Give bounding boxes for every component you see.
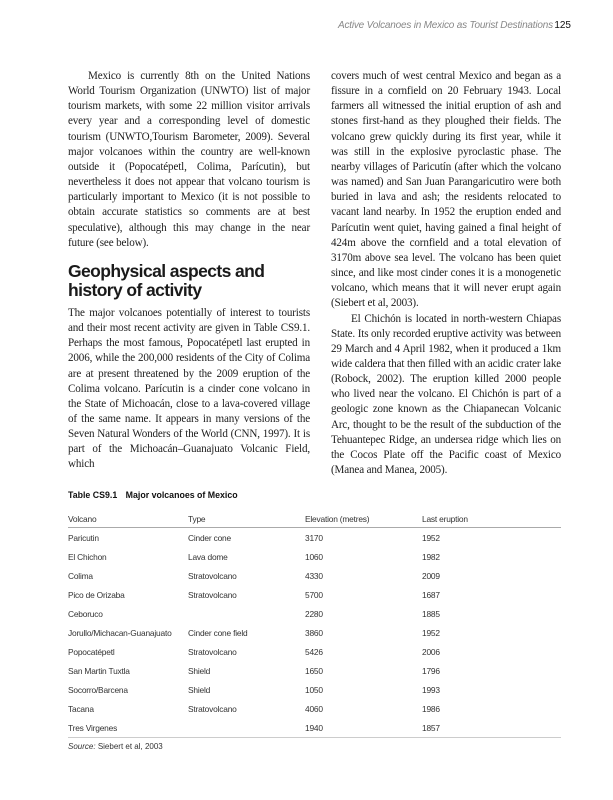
- table-cell: Shield: [188, 665, 211, 676]
- table-row: [68, 661, 561, 680]
- table-cell: 1687: [422, 589, 440, 600]
- table-cell: 2280: [305, 608, 323, 619]
- table-cell: Socorro/Barcena: [68, 684, 128, 695]
- table-cell: 1993: [422, 684, 440, 695]
- table-cell: 2006: [422, 646, 440, 657]
- table-cell: Lava dome: [188, 551, 228, 562]
- table-cell: Stratovolcano: [188, 703, 237, 714]
- table-cell: 1982: [422, 551, 440, 562]
- text-columns: [68, 69, 561, 478]
- table-cell: Popocatépetl: [68, 646, 115, 657]
- table-cell: Jorullo/Michacan-Guanajuato: [68, 627, 172, 638]
- column-header: Last eruption: [422, 510, 561, 528]
- table-row: [68, 585, 561, 604]
- table-cell: Pico de Orizaba: [68, 589, 125, 600]
- table-cell: Tres Virgenes: [68, 718, 188, 738]
- volcano-table: [68, 490, 561, 751]
- table-cell: [188, 604, 305, 623]
- table-cell: Colima: [68, 570, 93, 581]
- table-caption: [68, 490, 561, 510]
- table-cell: 1885: [422, 608, 440, 619]
- table-cell: Cinder cone: [188, 532, 231, 543]
- table-header-row: [68, 510, 561, 528]
- table-cell: Tacana: [68, 703, 94, 714]
- table-row: [68, 718, 561, 738]
- table-cell: Cinder cone field: [188, 627, 248, 638]
- table-cell: [188, 718, 305, 738]
- right-column: [331, 69, 561, 478]
- section-heading: Geophysical aspects and history of activity: [68, 260, 265, 300]
- table-cell: Paricutin: [68, 532, 99, 543]
- table-cell: 1952: [422, 532, 440, 543]
- running-title: Active Volcanoes in Mexico as Tourist Destinations: [338, 20, 553, 31]
- column-header: Elevation (metres): [305, 510, 422, 528]
- table-cell: 1050: [305, 684, 323, 695]
- table-cell: 1986: [422, 703, 440, 714]
- table-cell: 4330: [305, 570, 323, 581]
- table-row: [68, 623, 561, 642]
- table-title: Major volcanoes of Mexico: [125, 490, 238, 501]
- paragraph: The major volcanoes potentially of interest to tourists and their most recent activity are given in Table CS9.1. Perhaps the most famous, Popocatépetl last erupted in 2006, while the 200,000 residents of the City of Colima are at present threatened by the 2009 eruption of the Colima volcano. Parícutin is a cinder cone volcano in the State of Michoacán, close to a lava-covered village of the same name. It appears in many versions of the Seven Natural Wonders of the World (CNN, 1997). It is part of the Michoacán–Guanajuato Volcanic Field, which: [68, 306, 310, 471]
- page-number: 125: [554, 20, 571, 31]
- paragraph: Mexico is currently 8th on the United Nations World Tourism Organization (UNWTO) list of major tourism markets, with some 22 million visitor arrivals every year and a corresponding level of domestic tourism (UNWTO,Tourism Barometer, 2009). Several major volcanoes within the country are well-known outside it (Popocatépetl, Colima, Parícutin), but nevertheless it does not appear that volcano tourism is particularly important to Mexico (it is not possible to obtain accurate statistics so comments are at best speculative), although this may change in the near future (see below).: [68, 70, 310, 249]
- table-cell: Stratovolcano: [188, 570, 237, 581]
- table-row: [68, 547, 561, 566]
- table-label: Table CS9.1: [68, 490, 118, 501]
- running-header: [330, 20, 592, 34]
- table-cell: 3860: [305, 627, 323, 638]
- table-cell: El Chichon: [68, 551, 107, 562]
- source-label: Source:: [68, 742, 96, 752]
- table-source: [68, 742, 561, 751]
- table-cell: 5700: [305, 589, 323, 600]
- source-text: Siebert et al, 2003: [97, 742, 163, 752]
- page-body: [68, 69, 561, 751]
- table-cell: 1796: [422, 665, 440, 676]
- table-cell: 1857: [422, 718, 561, 738]
- table-cell: 2009: [422, 570, 440, 581]
- table-cell: Shield: [188, 684, 211, 695]
- left-column: [68, 69, 310, 473]
- table-row: [68, 642, 561, 661]
- column-header: Volcano: [68, 510, 188, 528]
- table-cell: 3170: [305, 532, 323, 543]
- table-row: [68, 604, 561, 623]
- table-cell: 1650: [305, 665, 323, 676]
- table-cell: Stratovolcano: [188, 646, 237, 657]
- column-header: Type: [188, 510, 305, 528]
- table-row: [68, 566, 561, 585]
- table-row: [68, 699, 561, 718]
- table-cell: Stratovolcano: [188, 589, 237, 600]
- table-cell: Ceboruco: [68, 608, 103, 619]
- table-row: [68, 680, 561, 699]
- table-row: [68, 528, 561, 548]
- table-cell: 1940: [305, 718, 422, 738]
- paragraph: covers much of west central Mexico and began as a fissure in a cornfield on 20 February 1943. Local farmers all witnessed the initial eruption of ash and stones first-hand as they ploughed their fields. The volcano grew quickly during its first year, while it was still in the explosive pyroclastic phase. The nearby villages of Paricutín (after which the volcano was named) and San Juan Parangaricutiro were both buried in lava and ash; the residents relocated to vacant land nearby. In 1952 the eruption ended and Parícutin went quiet, having gained a final height of 424m above the cornfield and a total elevation of 3170m above sea level. The volcano has been quiet since, and like most cinder cones it is a monogenetic volcano, which means that it will never erupt again (Siebert et al, 2003).: [331, 70, 561, 310]
- table-cell: 4060: [305, 703, 323, 714]
- table-cell: 5426: [305, 646, 323, 657]
- paragraph: El Chichón is located in north-western Chiapas State. Its only recorded eruptive activity was between 29 March and 4 April 1982, when it produced a 1km wide caldera that then filled with an acidic crater lake (Robock, 2002). The eruption killed 2000 people who lived near the volcano. El Chichón is part of a geologic zone known as the Chiapanecan Volcanic Arc, thought to be the result of the subduction of the Tehuantepec Ridge, an undersea ridge which lies on the Cocos Plate off the Pacific coast of Mexico (Manea and Manea, 2005).: [331, 312, 561, 477]
- table-cell: San Martin Tuxtla: [68, 665, 130, 676]
- table-cell: 1952: [422, 627, 440, 638]
- table-cell: 1060: [305, 551, 323, 562]
